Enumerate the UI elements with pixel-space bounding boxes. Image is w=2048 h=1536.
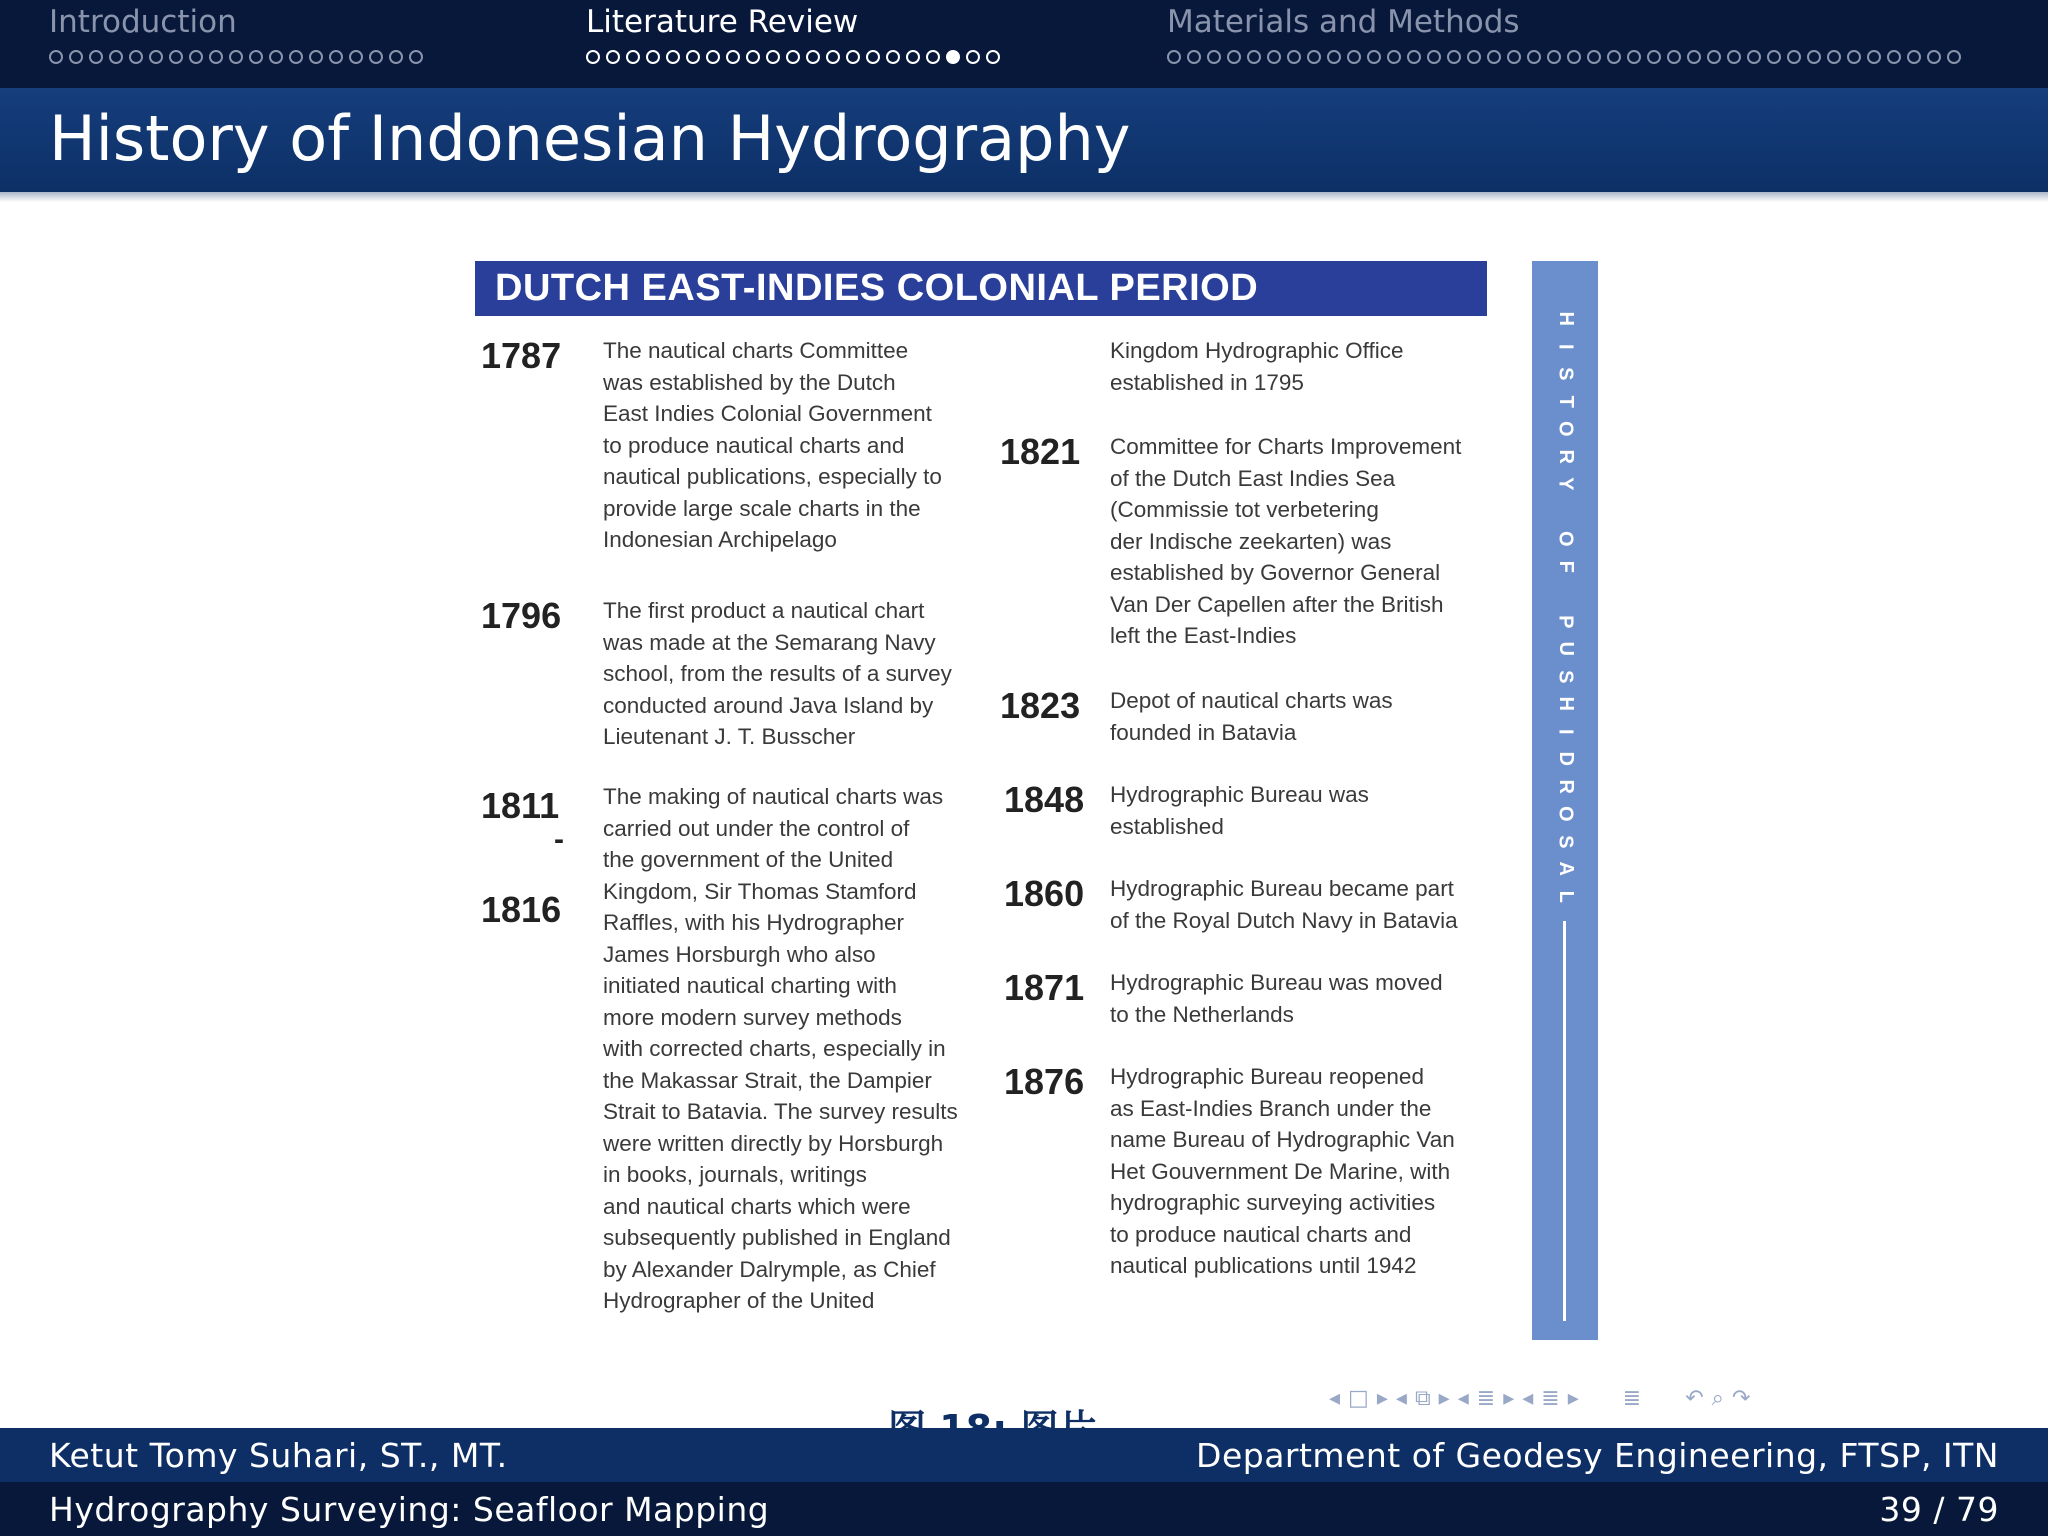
sidebar-vertical-text bbox=[1532, 305, 1598, 910]
nav-frame-dot[interactable] bbox=[1607, 50, 1621, 64]
nav-frame-dot[interactable] bbox=[986, 50, 1000, 64]
nav-frame-dot[interactable] bbox=[666, 50, 680, 64]
sidebar-letter: A bbox=[1554, 861, 1577, 876]
nav-frame-dot[interactable] bbox=[786, 50, 800, 64]
nav-frame-dot[interactable] bbox=[866, 50, 880, 64]
nav-frame-dot[interactable] bbox=[1667, 50, 1681, 64]
nav-frame-dot[interactable] bbox=[49, 50, 63, 64]
figure-caption bbox=[888, 1398, 1097, 1428]
nav-frame-dot[interactable] bbox=[1827, 50, 1841, 64]
nav-frame-dot[interactable] bbox=[169, 50, 183, 64]
nav-frame-dot[interactable] bbox=[1887, 50, 1901, 64]
section-icon[interactable]: ≣ bbox=[1476, 1385, 1496, 1411]
sidebar-letter: I bbox=[1554, 728, 1577, 735]
nav-frame-dot[interactable] bbox=[309, 50, 323, 64]
nav-frame-dot[interactable] bbox=[249, 50, 263, 64]
timeline-text: The nautical charts Committee was established by the Dutch East Indies Colonial Government to produce nautical charts and nautical publications, especially to provide large scale charts in the Indonesian Archipelago bbox=[603, 338, 942, 552]
nav-frame-dot[interactable] bbox=[1687, 50, 1701, 64]
nav-frame-dot[interactable] bbox=[1287, 50, 1301, 64]
subsection-prev-icon[interactable]: ◂ bbox=[1395, 1385, 1407, 1411]
nav-frame-dot[interactable] bbox=[1347, 50, 1361, 64]
sidebar-letter: D bbox=[1554, 751, 1577, 766]
nav-frame-dot[interactable] bbox=[726, 50, 740, 64]
document-icon[interactable]: ≣ bbox=[1541, 1385, 1560, 1411]
timeline-year: 1787 bbox=[481, 335, 562, 376]
nav-frame-dot[interactable] bbox=[966, 50, 980, 64]
nav-frame-dot[interactable] bbox=[1387, 50, 1401, 64]
nav-frame-dot[interactable] bbox=[1547, 50, 1561, 64]
forward-icon[interactable]: ↷ bbox=[1731, 1385, 1751, 1411]
sidebar-letter: H bbox=[1554, 696, 1577, 711]
timeline-year: 1871 bbox=[1004, 967, 1085, 1008]
nav-frame-dot[interactable] bbox=[1247, 50, 1261, 64]
sidebar-letter: R bbox=[1554, 449, 1577, 464]
nav-dots bbox=[49, 50, 429, 64]
nav-frame-dot[interactable] bbox=[1947, 50, 1961, 64]
nav-frame-dot[interactable] bbox=[1627, 50, 1641, 64]
frame-title-bar bbox=[0, 88, 2048, 192]
nav-frame-dot[interactable] bbox=[109, 50, 123, 64]
nav-frame-dot[interactable] bbox=[1727, 50, 1741, 64]
frame-prev-icon[interactable]: ◂ bbox=[1329, 1385, 1341, 1411]
nav-frame-dot[interactable] bbox=[1867, 50, 1881, 64]
sidebar-letter: T bbox=[1554, 395, 1577, 408]
nav-frame-dot[interactable] bbox=[826, 50, 840, 64]
document-next-icon[interactable]: ▸ bbox=[1567, 1385, 1579, 1411]
timeline-year-end: 1816 bbox=[481, 889, 562, 930]
nav-frame-dot[interactable] bbox=[229, 50, 243, 64]
nav-section-title[interactable]: Materials and Methods bbox=[1167, 4, 1520, 40]
timeline-year-dash: - bbox=[554, 823, 564, 856]
sidebar-letter: S bbox=[1554, 834, 1577, 848]
nav-frame-dot[interactable] bbox=[1767, 50, 1781, 64]
timeline-figure bbox=[470, 255, 1610, 1340]
beamer-navigation-symbols bbox=[1325, 1383, 1754, 1413]
sidebar-letter: R bbox=[1554, 779, 1577, 794]
section-navigation bbox=[0, 0, 2048, 88]
nav-frame-dot[interactable] bbox=[1567, 50, 1581, 64]
nav-frame-dot[interactable] bbox=[369, 50, 383, 64]
nav-frame-dot[interactable] bbox=[846, 50, 860, 64]
timeline-text: Hydrographic Bureau was moved to the Netherlands bbox=[1110, 970, 1443, 1027]
nav-frame-dot[interactable] bbox=[606, 50, 620, 64]
nav-frame-dot[interactable] bbox=[209, 50, 223, 64]
sidebar-letter: H bbox=[1554, 311, 1577, 326]
page-number: 39 / 79 bbox=[1879, 1490, 1999, 1529]
nav-frame-dot[interactable] bbox=[1587, 50, 1601, 64]
talk-title: Hydrography Surveying: Seafloor Mapping bbox=[49, 1490, 770, 1529]
nav-frame-dot[interactable] bbox=[1787, 50, 1801, 64]
nav-frame-dot[interactable] bbox=[89, 50, 103, 64]
sidebar-letter: O bbox=[1554, 420, 1577, 437]
nav-frame-dot[interactable] bbox=[1187, 50, 1201, 64]
nav-frame-dot[interactable] bbox=[1487, 50, 1501, 64]
frame-next-icon[interactable]: ▸ bbox=[1376, 1385, 1388, 1411]
subsection-icon[interactable]: ⧉ bbox=[1414, 1385, 1431, 1411]
banner-title: DUTCH EAST-INDIES COLONIAL PERIOD bbox=[495, 267, 1259, 309]
timeline-year-start: 1811 bbox=[481, 785, 560, 826]
footer-top-bar bbox=[0, 1428, 2048, 1482]
sidebar-letter: S bbox=[1554, 669, 1577, 683]
nav-frame-dot[interactable] bbox=[1307, 50, 1321, 64]
timeline-text: Depot of nautical charts was founded in Batavia bbox=[1110, 688, 1393, 745]
timeline-text: Hydrographic Bureau was established bbox=[1110, 782, 1369, 839]
nav-frame-dot[interactable] bbox=[389, 50, 403, 64]
nav-frame-dot[interactable] bbox=[329, 50, 343, 64]
page-title: History of Indonesian Hydrography bbox=[49, 102, 1131, 175]
nav-frame-dot[interactable] bbox=[1467, 50, 1481, 64]
nav-frame-dot[interactable] bbox=[1707, 50, 1721, 64]
sidebar-letter bbox=[1551, 591, 1579, 597]
nav-frame-dot[interactable] bbox=[1927, 50, 1941, 64]
nav-frame-dot[interactable] bbox=[806, 50, 820, 64]
document-prev-icon[interactable]: ◂ bbox=[1522, 1385, 1534, 1411]
nav-frame-dot[interactable] bbox=[1507, 50, 1521, 64]
nav-frame-dot[interactable] bbox=[1447, 50, 1461, 64]
search-icon[interactable]: ⌕ bbox=[1711, 1385, 1724, 1411]
sidebar-strip bbox=[1532, 261, 1598, 1340]
nav-frame-dot[interactable] bbox=[69, 50, 83, 64]
nav-frame-dot[interactable] bbox=[1907, 50, 1921, 64]
nav-frame-dot[interactable] bbox=[946, 50, 960, 64]
timeline-year: 1823 bbox=[1000, 685, 1081, 726]
timeline-text: The making of nautical charts was carried out under the control of the government of the United Kingdom, Sir Thomas Stamford Raffles, with his Hydrographer James Horsburgh who also initiated nautical charting with more modern survey methods with corrected charts, especially in the Makassar Strait, the Dampier Strait to Batavia. The survey results were written directly by Horsburgh in books, journals, writings and nautical charts which were subsequently published in England by Alexander Dalrymple, as Chief Hydrographer of the United bbox=[603, 784, 958, 1313]
nav-frame-dot[interactable] bbox=[1647, 50, 1661, 64]
nav-frame-dot[interactable] bbox=[269, 50, 283, 64]
sidebar-letter: U bbox=[1554, 641, 1577, 656]
sidebar-letter: O bbox=[1554, 530, 1577, 547]
sidebar-letter: Y bbox=[1554, 477, 1577, 491]
timeline-year: 1876 bbox=[1004, 1061, 1085, 1102]
nav-frame-dot[interactable] bbox=[1167, 50, 1181, 64]
nav-frame-dot[interactable] bbox=[1227, 50, 1241, 64]
nav-section-title[interactable]: Literature Review bbox=[586, 4, 859, 40]
nav-frame-dot[interactable] bbox=[626, 50, 640, 64]
sidebar-divider-line bbox=[1563, 921, 1566, 1321]
sidebar-letter: L bbox=[1554, 890, 1577, 903]
sidebar-letter: I bbox=[1554, 343, 1577, 350]
author-name: Ketut Tomy Suhari, ST., MT. bbox=[49, 1436, 508, 1475]
frame-icon[interactable]: □ bbox=[1348, 1385, 1369, 1411]
nav-frame-dot[interactable] bbox=[1527, 50, 1541, 64]
nav-frame-dot[interactable] bbox=[129, 50, 143, 64]
nav-section-title[interactable]: Introduction bbox=[49, 4, 237, 40]
timeline-year: 1821 bbox=[1000, 431, 1081, 472]
nav-frame-dot[interactable] bbox=[1747, 50, 1761, 64]
nav-frame-dot[interactable] bbox=[646, 50, 660, 64]
timeline-year: 1860 bbox=[1004, 873, 1085, 914]
nav-frame-dot[interactable] bbox=[1847, 50, 1861, 64]
nav-frame-dot[interactable] bbox=[1807, 50, 1821, 64]
timeline-text: Hydrographic Bureau reopened as East-Indies Branch under the name Bureau of Hydrographic Van Het Gouvernment De Marine, with hydrographic surveying activities to produce nautical charts and nautical publications until 1942 bbox=[1110, 1064, 1455, 1278]
nav-frame-dot[interactable] bbox=[686, 50, 700, 64]
nav-frame-dot[interactable] bbox=[1267, 50, 1281, 64]
nav-frame-dot[interactable] bbox=[906, 50, 920, 64]
footer-bottom-bar bbox=[0, 1482, 2048, 1536]
sidebar-letter bbox=[1551, 508, 1579, 514]
appendix-icon[interactable]: ≣ bbox=[1622, 1385, 1642, 1411]
nav-frame-dot[interactable] bbox=[746, 50, 760, 64]
timeline-text: Hydrographic Bureau became part of the Royal Dutch Navy in Batavia bbox=[1110, 876, 1458, 933]
sidebar-letter: S bbox=[1554, 367, 1577, 381]
nav-frame-dot[interactable] bbox=[349, 50, 363, 64]
nav-dots bbox=[1167, 50, 1967, 64]
nav-frame-dot[interactable] bbox=[766, 50, 780, 64]
timeline-text: The first product a nautical chart was made at the Semarang Navy school, from the results of a survey conducted around Java Island by Lieutenant J. T. Busscher bbox=[603, 598, 952, 749]
timeline-year: 1848 bbox=[1004, 779, 1085, 820]
nav-frame-dot[interactable] bbox=[289, 50, 303, 64]
nav-frame-dot[interactable] bbox=[586, 50, 600, 64]
nav-frame-dot[interactable] bbox=[149, 50, 163, 64]
sidebar-letter: F bbox=[1554, 560, 1577, 573]
nav-frame-dot[interactable] bbox=[189, 50, 203, 64]
nav-frame-dot[interactable] bbox=[409, 50, 423, 64]
institute-name: Department of Geodesy Engineering, FTSP, ITN bbox=[1196, 1436, 1999, 1475]
nav-frame-dot[interactable] bbox=[1207, 50, 1221, 64]
nav-frame-dot[interactable] bbox=[1427, 50, 1441, 64]
nav-frame-dot[interactable] bbox=[1407, 50, 1421, 64]
nav-frame-dot[interactable] bbox=[886, 50, 900, 64]
nav-frame-dot[interactable] bbox=[1327, 50, 1341, 64]
timeline-text: Committee for Charts Improvement of the Dutch East Indies Sea (Commissie tot verbetering der Indische zeekarten) was established by Governor General Van Der Capellen after the British left the East-Indies bbox=[1110, 434, 1462, 648]
nav-frame-dot[interactable] bbox=[926, 50, 940, 64]
nav-dots bbox=[586, 50, 1006, 64]
figure-banner bbox=[475, 261, 1487, 316]
sidebar-letter: O bbox=[1554, 805, 1577, 822]
section-next-icon[interactable]: ▸ bbox=[1503, 1385, 1515, 1411]
back-icon[interactable]: ↶ bbox=[1685, 1385, 1704, 1411]
timeline-text: Kingdom Hydrographic Office established in 1795 bbox=[1110, 338, 1404, 395]
subsection-next-icon[interactable]: ▸ bbox=[1438, 1385, 1450, 1411]
nav-frame-dot[interactable] bbox=[1367, 50, 1381, 64]
section-prev-icon[interactable]: ◂ bbox=[1457, 1385, 1469, 1411]
sidebar-letter: P bbox=[1554, 614, 1577, 628]
timeline-year: 1796 bbox=[481, 595, 562, 636]
nav-frame-dot[interactable] bbox=[706, 50, 720, 64]
